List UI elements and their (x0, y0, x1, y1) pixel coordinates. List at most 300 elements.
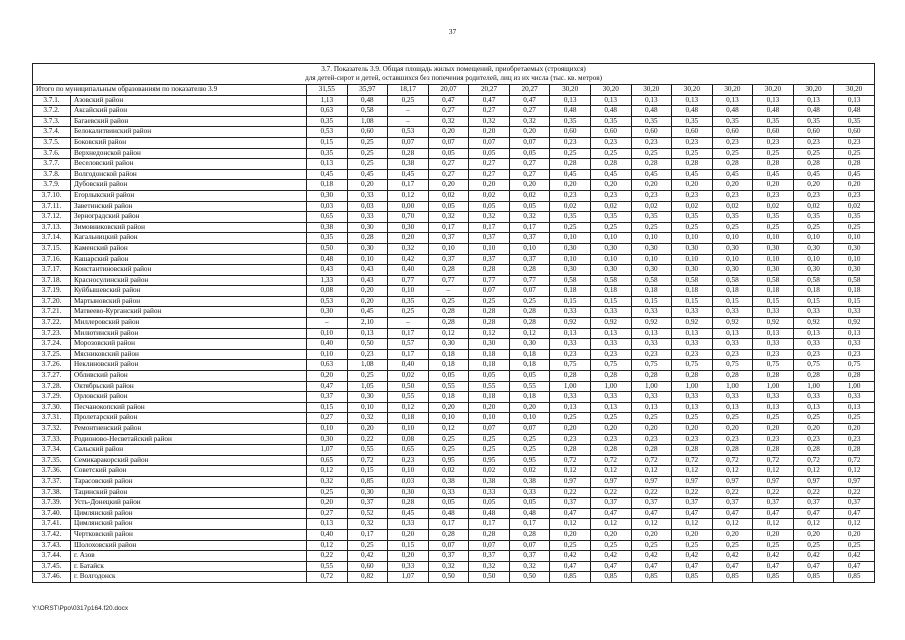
value-cell: 0,32 (428, 212, 469, 223)
value-cell: 0,12 (428, 328, 469, 339)
value-cell: 0,75 (753, 360, 794, 371)
value-cell: 0,95 (428, 455, 469, 466)
value-cell: 0,20 (712, 529, 753, 540)
value-cell: 0,12 (550, 466, 591, 477)
value-cell: 0,10 (550, 254, 591, 265)
value-cell: 0,28 (672, 445, 713, 456)
table-row (33, 233, 875, 244)
value-cell: 0,40 (307, 529, 348, 540)
value-cell: 0,48 (307, 254, 348, 265)
value-cell: 0,10 (428, 243, 469, 254)
value-cell: 0,37 (428, 551, 469, 562)
value-cell: 0,75 (590, 360, 631, 371)
value-cell: 0,20 (388, 233, 429, 244)
value-cell: 0,58 (347, 106, 388, 117)
row-number-cell: 3.7.6. (33, 148, 71, 159)
value-cell: 0,35 (631, 116, 672, 127)
value-cell: 0,23 (672, 137, 713, 148)
value-cell: 0,02 (753, 201, 794, 212)
value-cell: 0,28 (550, 445, 591, 456)
value-cell: 0,37 (550, 498, 591, 509)
value-cell: 0,28 (834, 371, 875, 382)
value-cell: 0,72 (834, 455, 875, 466)
value-cell: 0,15 (834, 296, 875, 307)
value-cell: 0,28 (509, 307, 550, 318)
value-cell: 0,75 (631, 360, 672, 371)
row-number-cell: 3.7.4. (33, 127, 71, 138)
value-cell: 0,12 (753, 466, 794, 477)
total-value-cell: 20,27 (509, 85, 550, 96)
value-cell: 0,48 (631, 106, 672, 117)
value-cell: 0,15 (793, 296, 834, 307)
value-cell: 0,20 (793, 180, 834, 191)
value-cell: 0,25 (712, 222, 753, 233)
value-cell: 0,12 (590, 466, 631, 477)
value-cell: 0,32 (509, 212, 550, 223)
value-cell: 0,75 (672, 360, 713, 371)
value-cell: 0,63 (307, 360, 348, 371)
value-cell: 0,40 (307, 339, 348, 350)
value-cell: 0,18 (428, 349, 469, 360)
table-row (33, 434, 875, 445)
district-name-cell: Неклиновский район (71, 360, 307, 371)
value-cell: 0,23 (753, 434, 794, 445)
value-cell: 0,57 (388, 339, 429, 350)
value-cell: 0,25 (793, 148, 834, 159)
value-cell: 0,45 (347, 307, 388, 318)
table-row (33, 222, 875, 233)
value-cell: 0,23 (631, 190, 672, 201)
value-cell: 0,23 (550, 190, 591, 201)
value-cell: 0,33 (388, 561, 429, 572)
value-cell: 0,28 (388, 498, 429, 509)
district-name-cell: Боковский район (71, 137, 307, 148)
value-cell: 0,48 (793, 106, 834, 117)
value-cell: 0,35 (672, 116, 713, 127)
value-cell: 0,17 (388, 349, 429, 360)
value-cell: 0,25 (469, 296, 510, 307)
value-cell: 0,15 (672, 296, 713, 307)
district-name-cell: Чертковский район (71, 529, 307, 540)
value-cell: 0,27 (428, 159, 469, 170)
value-cell: 0,47 (834, 508, 875, 519)
value-cell: 0,10 (388, 466, 429, 477)
value-cell: 0,28 (712, 445, 753, 456)
district-name-cell: Советский район (71, 466, 307, 477)
value-cell: 0,05 (469, 498, 510, 509)
row-number-cell: 3.7.11. (33, 201, 71, 212)
value-cell: 0,18 (834, 286, 875, 297)
value-cell: 0,10 (712, 254, 753, 265)
value-cell: 0,20 (347, 286, 388, 297)
table-row (33, 551, 875, 562)
value-cell: 0,02 (428, 190, 469, 201)
table-row (33, 328, 875, 339)
value-cell: 0,13 (672, 95, 713, 106)
value-cell: 0,23 (834, 434, 875, 445)
value-cell: 0,33 (834, 392, 875, 403)
value-cell: 0,02 (509, 466, 550, 477)
value-cell: 0,05 (428, 498, 469, 509)
value-cell: 0,23 (550, 137, 591, 148)
row-number-cell: 3.7.37. (33, 476, 71, 487)
value-cell: 0,13 (834, 402, 875, 413)
value-cell: 0,72 (753, 455, 794, 466)
district-name-cell: г. Азов (71, 551, 307, 562)
value-cell: 0,23 (834, 137, 875, 148)
value-cell: 0,13 (590, 95, 631, 106)
value-cell: 0,45 (793, 169, 834, 180)
value-cell: 0,38 (469, 476, 510, 487)
value-cell: 0,10 (834, 233, 875, 244)
value-cell: 0,33 (550, 392, 591, 403)
value-cell: 0,33 (753, 339, 794, 350)
value-cell: 0,25 (590, 148, 631, 159)
district-name-cell: Мясниковский район (71, 349, 307, 360)
value-cell: 0,50 (388, 381, 429, 392)
row-number-cell: 3.7.13. (33, 222, 71, 233)
value-cell: 0,30 (428, 339, 469, 350)
value-cell: 0,37 (509, 233, 550, 244)
value-cell: 0,60 (631, 127, 672, 138)
value-cell: 0,13 (590, 328, 631, 339)
value-cell: 0,10 (428, 413, 469, 424)
value-cell: 0,48 (509, 508, 550, 519)
table-row (33, 508, 875, 519)
value-cell: 0,18 (509, 392, 550, 403)
value-cell: 0,25 (753, 148, 794, 159)
value-cell: 0,47 (631, 561, 672, 572)
district-name-cell: Кагальницкий район (71, 233, 307, 244)
value-cell: 0,20 (550, 424, 591, 435)
total-value-cell: 30,20 (631, 85, 672, 96)
value-cell: 0,12 (469, 328, 510, 339)
value-cell: 0,23 (793, 190, 834, 201)
value-cell: 0,07 (388, 137, 429, 148)
row-number-cell: 3.7.21. (33, 307, 71, 318)
table-row (33, 95, 875, 106)
value-cell: 0,17 (388, 180, 429, 191)
value-cell: 0,10 (509, 243, 550, 254)
value-cell: 0,22 (590, 487, 631, 498)
value-cell: 0,33 (509, 487, 550, 498)
value-cell: 0,47 (590, 561, 631, 572)
value-cell: 0,92 (753, 318, 794, 329)
value-cell: 1,08 (347, 116, 388, 127)
value-cell: 0,92 (672, 318, 713, 329)
value-cell: 0,30 (550, 243, 591, 254)
value-cell: 0,28 (793, 371, 834, 382)
value-cell: 0,25 (509, 296, 550, 307)
value-cell: 0,02 (469, 190, 510, 201)
value-cell: 0,05 (509, 148, 550, 159)
value-cell: 0,20 (550, 529, 591, 540)
value-cell: 0,30 (793, 243, 834, 254)
value-cell: 0,53 (307, 296, 348, 307)
value-cell: 0,28 (469, 529, 510, 540)
district-name-cell: Семикаракорский район (71, 455, 307, 466)
value-cell: 0,58 (793, 275, 834, 286)
value-cell: 0,13 (307, 159, 348, 170)
value-cell: 0,47 (307, 381, 348, 392)
value-cell: 0,23 (712, 349, 753, 360)
value-cell: 0,33 (672, 339, 713, 350)
table-row (33, 561, 875, 572)
value-cell: 0,27 (469, 169, 510, 180)
value-cell: 0,60 (347, 127, 388, 138)
value-cell: 0,23 (590, 137, 631, 148)
district-name-cell: Шолоховский район (71, 540, 307, 551)
value-cell: 0,12 (550, 519, 591, 530)
value-cell: 0,13 (712, 95, 753, 106)
value-cell: 0,60 (753, 127, 794, 138)
value-cell: 0,18 (753, 286, 794, 297)
value-cell: 0,85 (712, 572, 753, 583)
value-cell: 0,02 (388, 371, 429, 382)
value-cell: 0,07 (469, 424, 510, 435)
value-cell: 1,33 (307, 275, 348, 286)
value-cell: 0,48 (672, 106, 713, 117)
value-cell: 0,25 (834, 413, 875, 424)
value-cell: 0,72 (550, 455, 591, 466)
value-cell: 0,33 (428, 487, 469, 498)
value-cell: 0,17 (469, 519, 510, 530)
value-cell: 0,37 (672, 498, 713, 509)
district-name-cell: Аксайский район (71, 106, 307, 117)
row-number-cell: 3.7.30. (33, 402, 71, 413)
value-cell: 0,28 (672, 159, 713, 170)
table-title-row (33, 64, 875, 85)
value-cell: 0,20 (307, 371, 348, 382)
value-cell: 0,22 (307, 551, 348, 562)
value-cell: 0,15 (307, 402, 348, 413)
value-cell: 0,35 (753, 116, 794, 127)
value-cell: 0,10 (550, 233, 591, 244)
value-cell: 0,18 (509, 360, 550, 371)
value-cell: 0,20 (509, 180, 550, 191)
value-cell: 0,12 (509, 328, 550, 339)
value-cell: 0,35 (590, 116, 631, 127)
value-cell: 0,25 (388, 307, 429, 318)
value-cell: 1,13 (307, 95, 348, 106)
value-cell: 0,17 (469, 222, 510, 233)
row-number-cell: 3.7.2. (33, 106, 71, 117)
district-name-cell: Егорлыкский район (71, 190, 307, 201)
district-name-cell: Волгодонской район (71, 169, 307, 180)
value-cell: 0,03 (388, 476, 429, 487)
value-cell: 0,50 (469, 572, 510, 583)
value-cell: 1,00 (834, 381, 875, 392)
value-cell: 0,47 (509, 95, 550, 106)
table-row (33, 455, 875, 466)
value-cell: 0,13 (672, 328, 713, 339)
value-cell: 0,25 (834, 148, 875, 159)
value-cell: 0,28 (428, 529, 469, 540)
value-cell: 0,23 (347, 349, 388, 360)
district-name-cell: Веселовский район (71, 159, 307, 170)
value-cell: 0,85 (347, 476, 388, 487)
page-number: 37 (448, 27, 457, 36)
district-name-cell: Цимлянский район (71, 519, 307, 530)
value-cell: 0,28 (631, 445, 672, 456)
value-cell: 0,92 (793, 318, 834, 329)
value-cell: 0,65 (307, 212, 348, 223)
value-cell: 0,22 (631, 487, 672, 498)
row-number-cell: 3.7.41. (33, 519, 71, 530)
value-cell: 0,12 (712, 466, 753, 477)
value-cell: 0,18 (469, 392, 510, 403)
value-cell: 0,20 (347, 424, 388, 435)
value-cell: 0,45 (550, 169, 591, 180)
district-name-cell: Октябрьский район (71, 381, 307, 392)
row-number-cell: 3.7.16. (33, 254, 71, 265)
value-cell: 0,27 (307, 413, 348, 424)
value-cell: – (388, 318, 429, 329)
value-cell: 0,10 (388, 424, 429, 435)
value-cell: 0,20 (550, 180, 591, 191)
value-cell: 0,07 (469, 286, 510, 297)
row-number-cell: 3.7.32. (33, 424, 71, 435)
value-cell: 0,35 (834, 116, 875, 127)
value-cell: 0,20 (428, 127, 469, 138)
district-name-cell: Милютинский район (71, 328, 307, 339)
value-cell: 0,25 (631, 540, 672, 551)
value-cell: 0,38 (428, 476, 469, 487)
table-row (33, 318, 875, 329)
value-cell: 0,17 (428, 222, 469, 233)
table-row (33, 424, 875, 435)
district-name-cell: Красносулинский район (71, 275, 307, 286)
value-cell: 0,65 (307, 455, 348, 466)
district-name-cell: Верхнедонской район (71, 148, 307, 159)
table-row (33, 371, 875, 382)
district-name-cell: Сальский район (71, 445, 307, 456)
value-cell: 0,42 (388, 254, 429, 265)
value-cell: 0,55 (428, 381, 469, 392)
table-row (33, 381, 875, 392)
value-cell: 0,60 (712, 127, 753, 138)
value-cell: 0,33 (590, 339, 631, 350)
table-row (33, 296, 875, 307)
value-cell: 0,20 (509, 127, 550, 138)
value-cell: 0,27 (509, 169, 550, 180)
value-cell: 0,25 (753, 413, 794, 424)
district-name-cell: Азовский район (71, 95, 307, 106)
value-cell: 0,17 (509, 519, 550, 530)
value-cell: 0,35 (834, 212, 875, 223)
table-row (33, 360, 875, 371)
value-cell: 0,33 (469, 487, 510, 498)
value-cell: 0,25 (793, 540, 834, 551)
value-cell: 0,33 (834, 307, 875, 318)
value-cell: 0,47 (712, 508, 753, 519)
value-cell: 0,18 (590, 286, 631, 297)
value-cell: 0,20 (793, 424, 834, 435)
value-cell: 0,28 (469, 318, 510, 329)
table-row (33, 243, 875, 254)
value-cell: 0,10 (672, 233, 713, 244)
value-cell: 0,07 (509, 286, 550, 297)
value-cell: 0,92 (590, 318, 631, 329)
value-cell: 0,25 (672, 413, 713, 424)
value-cell: 0,25 (672, 222, 713, 233)
district-name-cell: Багаевский район (71, 116, 307, 127)
value-cell: 0,25 (631, 222, 672, 233)
value-cell: 0,23 (631, 349, 672, 360)
value-cell: 0,18 (469, 360, 510, 371)
value-cell: 0,25 (631, 148, 672, 159)
value-cell: 0,27 (509, 106, 550, 117)
value-cell: 0,77 (469, 275, 510, 286)
value-cell: 0,12 (307, 540, 348, 551)
district-name-cell: Миллеровский район (71, 318, 307, 329)
value-cell: 0,18 (388, 413, 429, 424)
total-value-cell: 20,27 (469, 85, 510, 96)
value-cell: 0,47 (590, 508, 631, 519)
value-cell: 0,13 (834, 95, 875, 106)
value-cell: 0,45 (631, 169, 672, 180)
value-cell: 0,30 (672, 243, 713, 254)
value-cell: 0,10 (712, 233, 753, 244)
value-cell: 0,22 (347, 434, 388, 445)
value-cell: 0,25 (347, 137, 388, 148)
value-cell: 0,32 (347, 519, 388, 530)
value-cell: 0,13 (347, 328, 388, 339)
table-row (33, 169, 875, 180)
value-cell: 0,25 (509, 445, 550, 456)
value-cell: 0,30 (631, 265, 672, 276)
value-cell: 1,00 (793, 381, 834, 392)
value-cell: 0,13 (631, 95, 672, 106)
value-cell: 0,28 (672, 371, 713, 382)
value-cell: 0,72 (672, 455, 713, 466)
value-cell: 0,02 (712, 201, 753, 212)
value-cell: 0,47 (550, 508, 591, 519)
table-title (33, 64, 875, 85)
value-cell: 0,18 (631, 286, 672, 297)
value-cell: 0,58 (712, 275, 753, 286)
value-cell: 0,08 (307, 286, 348, 297)
value-cell: 0,12 (834, 466, 875, 477)
value-cell: 0,35 (793, 116, 834, 127)
value-cell: 1,00 (590, 381, 631, 392)
value-cell: 0,22 (793, 487, 834, 498)
value-cell: 0,00 (388, 201, 429, 212)
value-cell: 0,30 (712, 265, 753, 276)
value-cell: 0,42 (590, 551, 631, 562)
value-cell: 0,18 (712, 286, 753, 297)
value-cell: 0,13 (590, 402, 631, 413)
value-cell: 1,00 (672, 381, 713, 392)
value-cell: 0,30 (307, 190, 348, 201)
value-cell: 0,60 (550, 127, 591, 138)
value-cell: 0,25 (347, 371, 388, 382)
value-cell: 0,23 (753, 349, 794, 360)
value-cell: 0,33 (631, 307, 672, 318)
value-cell: 0,28 (753, 159, 794, 170)
value-cell: 0,47 (834, 561, 875, 572)
value-cell: 0,20 (509, 402, 550, 413)
value-cell: 0,23 (590, 349, 631, 360)
value-cell: 0,25 (590, 413, 631, 424)
value-cell: 0,20 (307, 498, 348, 509)
table-title-line2: для детей-сирот и детей, оставшихся без попечения родителей, лиц из их числа (тыс. кв. метров) (305, 74, 602, 82)
value-cell: 0,35 (712, 116, 753, 127)
value-cell: 0,30 (590, 243, 631, 254)
district-name-cell: Дубовский район (71, 180, 307, 191)
value-cell: – (388, 116, 429, 127)
row-number-cell: 3.7.29. (33, 392, 71, 403)
